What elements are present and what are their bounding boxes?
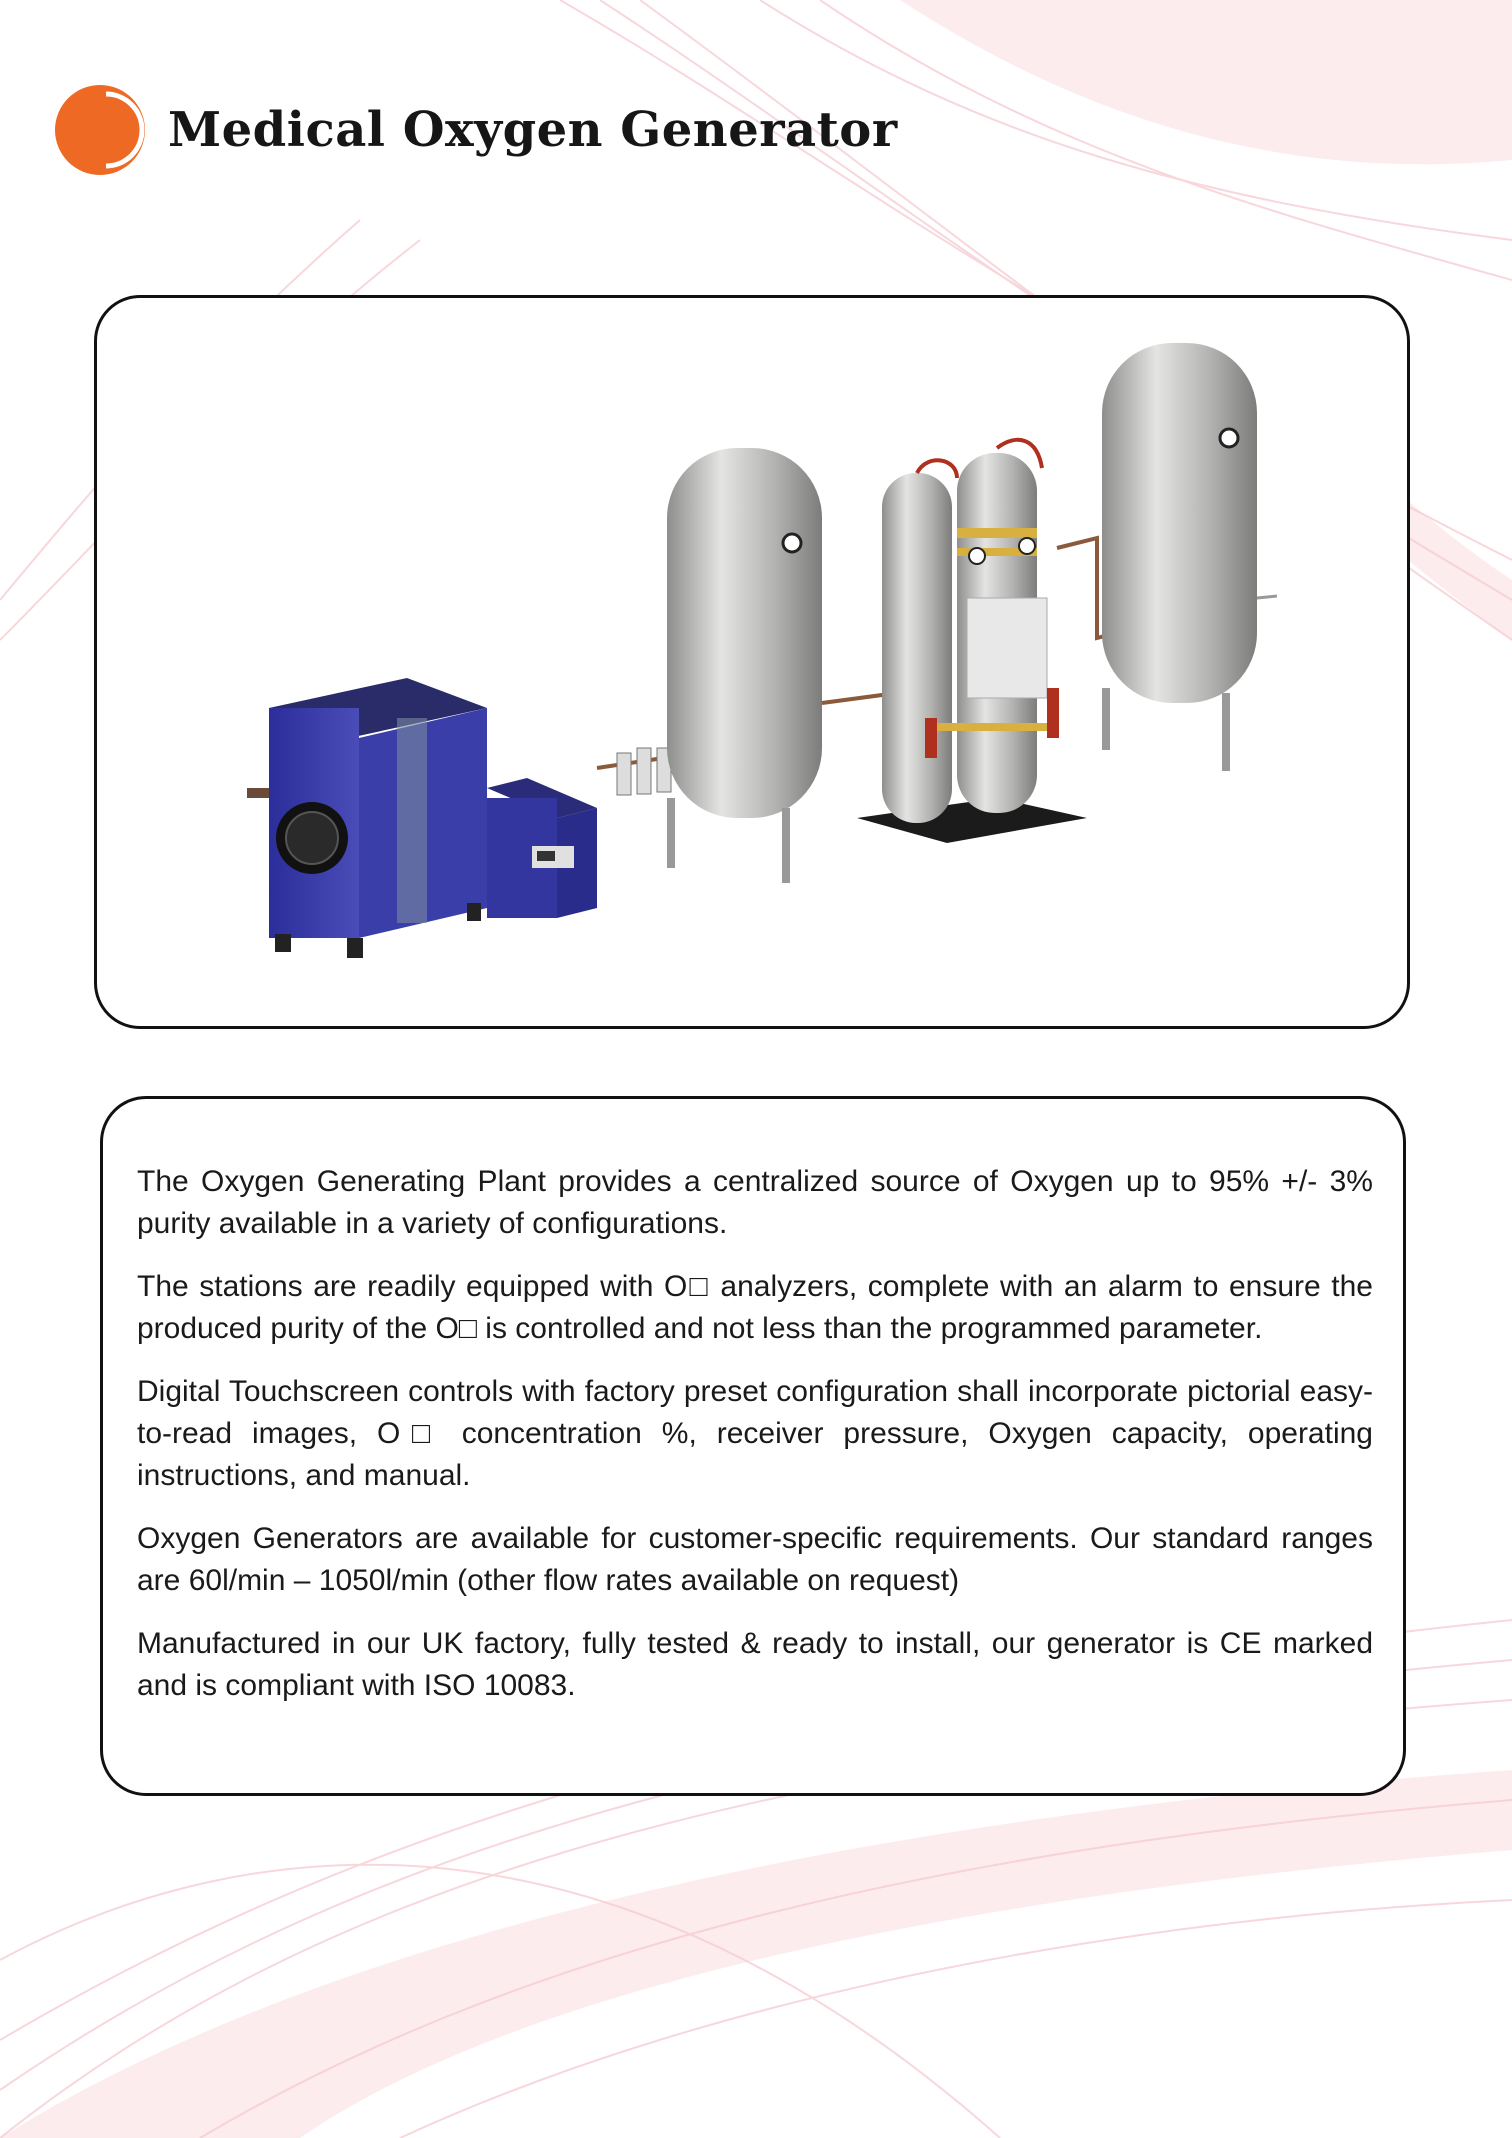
compressor-unit (247, 678, 597, 958)
description-panel (100, 1096, 1406, 1796)
page-title: Medical Oxygen Generator (168, 102, 898, 158)
oxygen-plant-illustration-icon (97, 298, 1407, 1026)
description-paragraph-2: The stations are readily equipped with O□ analyzers, complete with an alarm to ensure the produced purity of the O□ is controlled and not less than the programmed parameter. (137, 1270, 1373, 1345)
generator-towers (857, 440, 1087, 843)
description-paragraph-5: Manufactured in our UK factory, fully tested & ready to install, our generator is CE marked and is compliant with ISO 10083. (137, 1627, 1373, 1702)
illustration-panel (94, 295, 1410, 1029)
description-paragraph-4: Oxygen Generators are available for customer-specific requirements. Our standard ranges are 60l/min – 1050l/min (other flow rates available on request) (137, 1522, 1373, 1597)
page-header (54, 84, 898, 176)
oxygen-receiver-tank (1102, 343, 1277, 771)
air-receiver-tank (667, 448, 822, 883)
orange-circle-logo-icon (54, 84, 146, 176)
description-paragraph-3: Digital Touchscreen controls with factory preset configuration shall incorporate pictorial easy-to-read images, O□ concentration %, receiver pressure, Oxygen capacity, operating instructions, and manual. (137, 1375, 1373, 1492)
description-paragraph-1: The Oxygen Generating Plant provides a centralized source of Oxygen up to 95% +/- 3% purity available in a variety of configurations. (137, 1165, 1373, 1240)
